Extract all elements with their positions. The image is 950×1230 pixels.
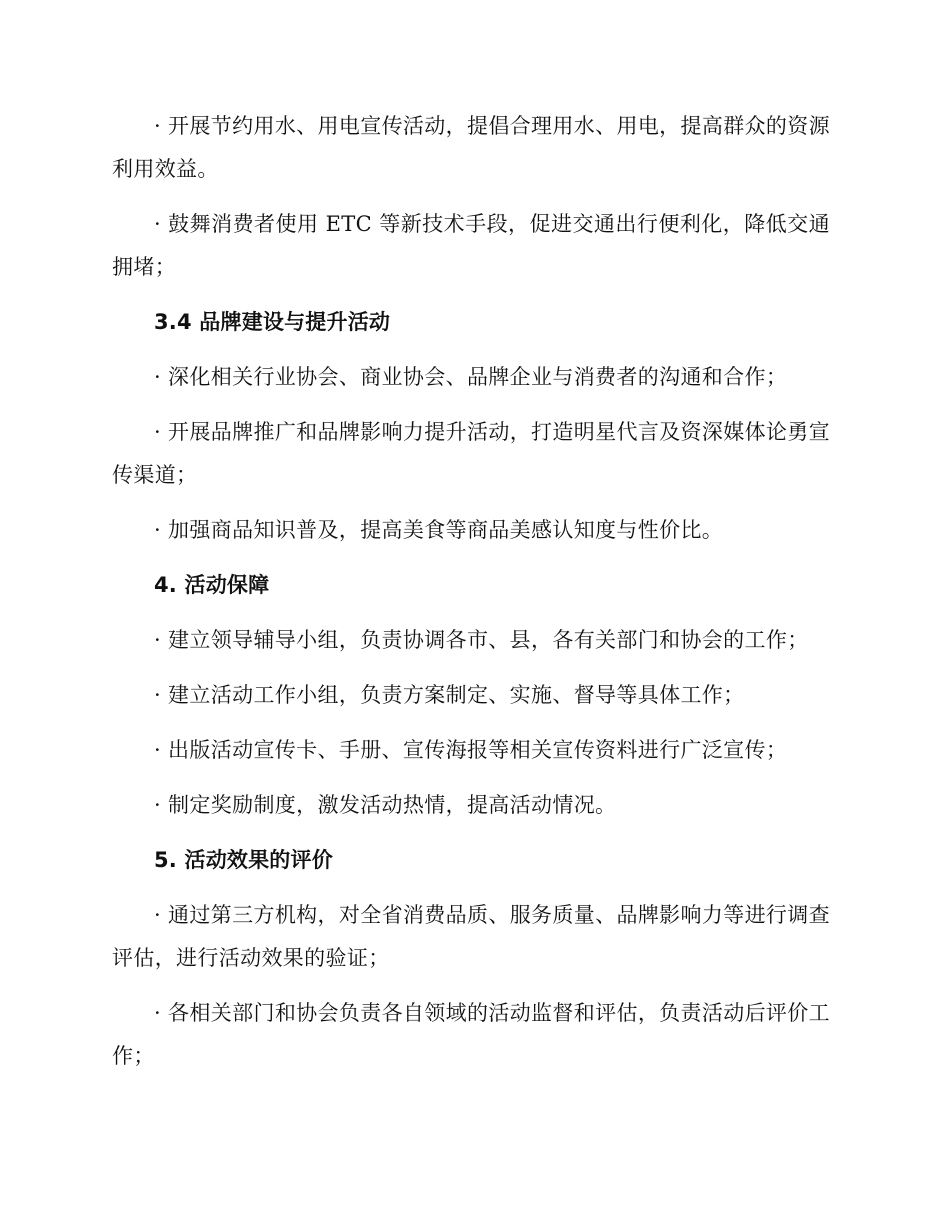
bullet-item: · 开展品牌推广和品牌影响力提升活动，打造明星代言及资深媒体论勇宣传渠道；: [112, 420, 830, 487]
section-heading: 5. 活动效果的评价: [154, 848, 333, 872]
bullet-item: · 各相关部门和协会负责各自领域的活动监督和评估，负责活动后评价工作；: [112, 1001, 830, 1068]
bullet-item: · 出版活动宣传卡、手册、宣传海报等相关宣传资料进行广泛宣传；: [154, 738, 788, 762]
bullet-item: · 建立活动工作小组，负责方案制定、实施、督导等具体工作；: [154, 683, 745, 707]
bullet-item: · 加强商品知识普及，提高美食等商品美感认知度与性价比。: [154, 518, 724, 542]
bullet-item: · 建立领导辅导小组，负责协调各市、县，各有关部门和协会的工作；: [154, 628, 809, 652]
section-heading: 3.4 品牌建设与提升活动: [154, 310, 391, 334]
section-heading: 4. 活动保障: [154, 573, 270, 597]
bullet-item: · 开展节约用水、用电宣传活动，提倡合理用水、用电，提高群众的资源利用效益。: [112, 114, 830, 181]
bullet-item: · 通过第三方机构，对全省消费品质、服务质量、品牌影响力等进行调查评估，进行活动效果的验证；: [112, 903, 830, 970]
bullet-item: · 制定奖励制度，激发活动热情，提高活动情况。: [154, 793, 617, 817]
bullet-item: · 深化相关行业协会、商业协会、品牌企业与消费者的沟通和合作；: [154, 365, 788, 389]
document-page: [112, 105, 830, 1090]
bullet-item: · 鼓舞消费者使用 ETC 等新技术手段，促进交通出行便利化，降低交通拥堵；: [112, 212, 830, 279]
